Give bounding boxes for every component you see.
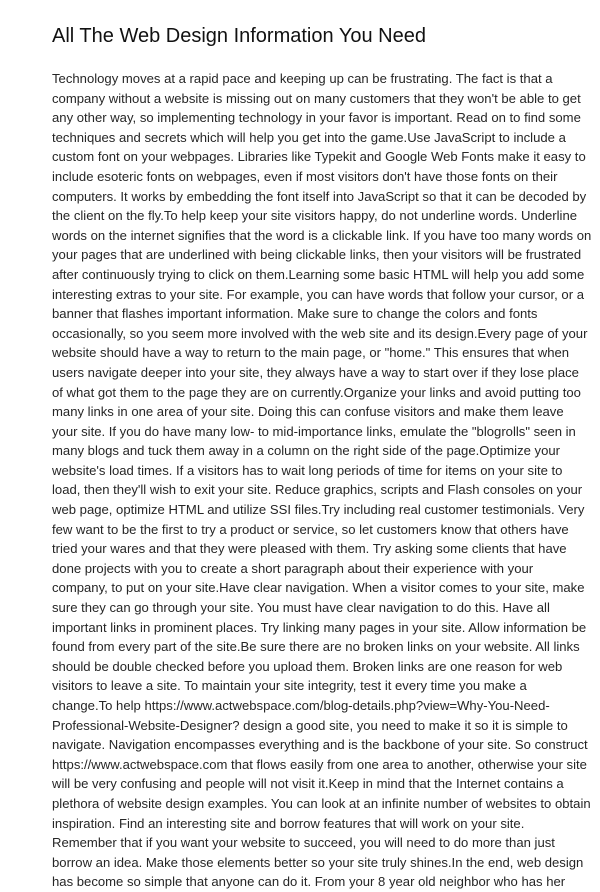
body-line: many blogs and tuck them away in a column on the right side of the page.Optimize your bbox=[52, 443, 561, 459]
body-line: navigate. Navigation encompasses everything and is the backbone of your site. So construct bbox=[52, 737, 588, 753]
body-line: of what got them to the page they are on currently.Organize your links and avoid putting too bbox=[52, 384, 581, 400]
body-line: techniques and secrets which will help you get into the game.Use JavaScript to include a bbox=[52, 129, 566, 145]
article-body bbox=[52, 69, 592, 892]
body-line: website should have a way to return to the main page, or "home." This ensures that when bbox=[52, 345, 570, 361]
body-line: interesting extras to your site. For example, you can have words that follow your cursor, or a bbox=[52, 286, 584, 302]
body-line: has become so simple that anyone can do it. From your 8 year old neighbor who has her bbox=[52, 874, 566, 890]
body-line: inspiration. Find an interesting site and borrow features that will work on your site. bbox=[52, 815, 525, 831]
body-line: tried your wares and that they were pleased with them. Try asking some clients that have bbox=[52, 541, 567, 557]
body-line: Technology moves at a rapid pace and keeping up can be frustrating. The fact is that a bbox=[52, 71, 553, 86]
body-line: after continuously trying to click on them.Learning some basic HTML will help you add some bbox=[52, 266, 585, 282]
body-line: visitors to leave a site. To maintain your site integrity, test it every time you make a bbox=[52, 678, 527, 694]
body-line: website's load times. If a visitors has to wait long periods of time for items on your site to bbox=[52, 462, 563, 478]
page-title: All The Web Design Information You Need bbox=[52, 25, 426, 47]
document-page bbox=[52, 0, 592, 892]
body-line: done projects with you to create a short paragraph about their experience with your bbox=[52, 560, 534, 576]
body-line: borrow an idea. Make those elements better so your site truly shines.In the end, web design bbox=[52, 854, 584, 870]
body-line: will be very confusing and people will not visit it.Keep in mind that the Internet contains a bbox=[52, 776, 564, 792]
body-line: found from every part of the site.Be sure there are no broken links on your website. All links bbox=[52, 639, 580, 655]
body-line: occasionally, so you seem more involved with the web site and its design.Every page of your bbox=[52, 325, 588, 341]
body-line: the client on the fly.To help keep your site visitors happy, do not underline words. Underline bbox=[52, 208, 578, 224]
body-line: your site. If you do have many low- to mid-importance links, emulate the "blogrolls" seen in bbox=[52, 423, 576, 439]
body-line: should be double checked before you upload them. Broken links are one reason for web bbox=[52, 658, 563, 674]
body-line: custom font on your webpages. Libraries like Typekit and Google Web Fonts make it easy to bbox=[52, 149, 586, 165]
body-line: change.To help https://www.actwebspace.com/blog-details.php?view=Why-You-Need- bbox=[52, 698, 550, 713]
body-line: many links in one area of your site. Doing this can confuse visitors and make them leave bbox=[52, 404, 564, 420]
body-line: your pages that are underlined with being clickable links, then your visitors will be frustrated bbox=[52, 247, 582, 263]
body-line: important links in prominent places. Try linking many pages in your site. Allow information be bbox=[52, 619, 587, 635]
body-line: any other way, so implementing technology in your favor is important. Read on to find some bbox=[52, 110, 581, 126]
body-line: load, then they'll wish to exit your site. Reduce graphics, scripts and Flash consoles on your bbox=[52, 482, 583, 498]
body-line: plethora of website design examples. You can look at an infinite number of websites to obtain bbox=[52, 795, 591, 811]
body-line: computers. It works by embedding the font itself into JavaScript so that it can be decoded by bbox=[52, 188, 587, 204]
body-line: users navigate deeper into your site, they always have a way to start over if they lose place bbox=[52, 364, 579, 380]
body-line: banner that flashes important information. Make sure to change the colors and fonts bbox=[52, 306, 538, 322]
body-line: https://www.actwebspace.com that flows easily from one area to another, otherwise your site bbox=[52, 756, 587, 772]
body-line: words on the internet signifies that the word is a clickable link. If you have too many words on bbox=[52, 227, 592, 243]
body-line: company, to put on your site.Have clear navigation. When a visitor comes to your site, make bbox=[52, 580, 585, 596]
body-line: Professional-Website-Designer? design a good site, you need to make it so it is simple to bbox=[52, 717, 568, 733]
body-line: company without a website is missing out on many customers that they won't be able to get bbox=[52, 90, 581, 106]
body-line: Remember that if you want your website to succeed, you will need to do more than just bbox=[52, 835, 555, 851]
body-line: include esoteric fonts on webpages, even if most visitors don't have those fonts on their bbox=[52, 168, 558, 184]
body-line: web page, optimize HTML and utilize SSI files.Try including real customer testimonials. Very bbox=[52, 502, 585, 518]
body-line: sure they can go through your site. You must have clear navigation to do this. Have all bbox=[52, 600, 550, 616]
body-line: few want to be the first to try a product or service, so let customers know that others have bbox=[52, 521, 569, 537]
